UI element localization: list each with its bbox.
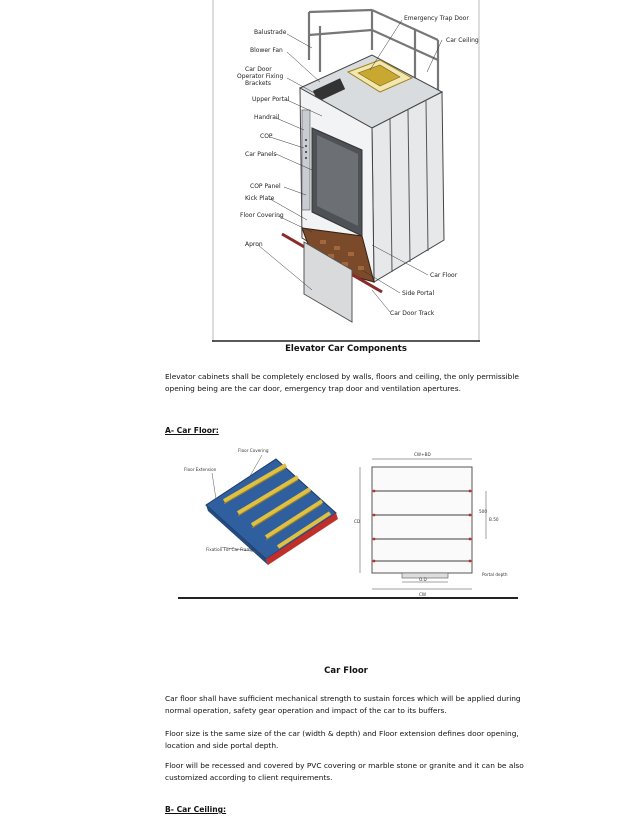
car-floor-illustration [176,443,520,599]
label-fl-floor-extension: Floor Extension [184,467,217,472]
label-car-floor: Car Floor [430,272,458,279]
figure1-caption: Elevator Car Components [285,344,407,354]
label-car-door-track: Car Door Track [390,310,435,317]
label-emergency-trap-door: Emergency Trap Door [404,15,469,22]
label-upper-portal: Upper Portal [252,96,290,103]
section-b-heading: B- Car Ceiling: [165,805,227,814]
label-side-portal: Side Portal [402,290,435,297]
car-floor-paragraph-2: Floor size is the same size of the car (width & depth) and Floor extension defines door opening, location and side portal depth. [165,729,519,750]
car-floor-paragraph-1: Car floor shall have sufficient mechanical strength to sustain forces which will be applied during normal operation, safety gear operation and impact of the car to its buffers. [165,694,521,715]
label-cop-panel: COP Panel [250,183,281,190]
label-handrail: Handrail [254,114,280,121]
car-floor-paragraph-3: Floor will be recessed and covered by PVC covering or marble stone or granite and it can be also customized according to client requirements. [165,761,524,782]
label-car-door-bracket-3: Brackets [245,80,271,87]
label-car-door-bracket-1: Car Door [245,66,272,73]
label-car-door-bracket-2: Operator Fixing [237,73,284,80]
label-car-ceiling: Car Ceiling [446,37,479,44]
label-fl-floor-covering: Floor Covering [238,448,269,453]
label-fl-cd: CD [354,519,361,524]
figure2-rule [178,597,518,599]
intro-paragraph: Elevator cabinets shall be completely enclosed by walls, floors and ceiling, the only permissible opening being are the car door, emergency trap door and ventilation apertures. [165,372,519,393]
label-cop: COP [260,133,273,140]
label-balustrade: Balustrade [254,29,287,36]
section-a-heading: A- Car Floor: [165,426,219,435]
label-fl-od: O.D [419,577,427,582]
label-kick-plate: Kick Plate [245,195,275,202]
label-apron: Apron [245,241,263,248]
car-floor-figure [176,443,520,599]
elevator-car-illustration [212,0,480,342]
label-fl-cw-bd: CW+BD [414,452,431,457]
figure2-caption: Car Floor [324,666,368,676]
label-fl-b50: B.50 [489,517,499,522]
label-fl-cw: CW [419,592,427,597]
label-blower-fan: Blower Fan [250,47,283,54]
label-car-panels: Car Panels [245,151,277,158]
label-fl-500: 500 [479,509,487,514]
label-fl-portal-depth: Portal depth [482,572,508,577]
label-fl-fixation: Fixation For Car Frame [206,547,254,552]
label-floor-covering: Floor Covering [240,212,284,219]
elevator-car-figure [212,0,480,342]
